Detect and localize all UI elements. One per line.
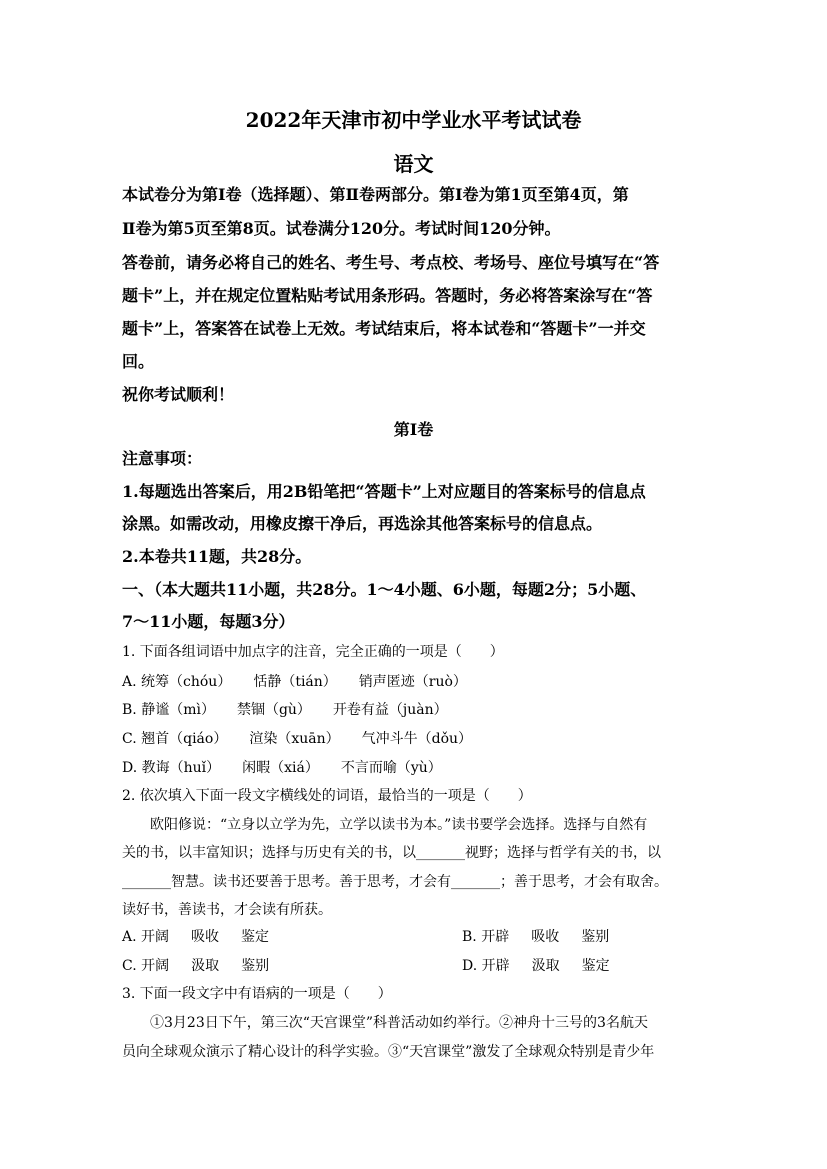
option-word: B. 静谧（mì） [122, 702, 215, 718]
option-word: A. 开阔 [122, 929, 170, 945]
option-word: A. 统筹（chóu） [122, 674, 232, 690]
question-1-option-c [122, 732, 472, 746]
option-word: C. 翘首（qiáo） [122, 731, 228, 747]
question-3-stem: 3. 下面一段文字中有语病的一项是（ ） [122, 986, 392, 1002]
question-1-stem: 1. 下面各组词语中加点字的注音，完全正确的一项是（ ） [122, 644, 504, 660]
part-instruction: 7～11小题，每题3分） [122, 612, 295, 631]
greeting: 祝你考试顺利！ [122, 385, 235, 404]
question-1-option-d [122, 761, 442, 775]
intro-line: 回。 [122, 352, 155, 371]
option-word: C. 开阔 [122, 958, 170, 974]
option-word: 吸收 [531, 929, 560, 945]
subject-title: 语文 [393, 152, 434, 176]
passage-line: ①3月23日下午，第三次“天宫课堂”科普活动如约举行。②神舟十三号的3名航天 [150, 1015, 648, 1031]
option-word: 渲染（xuān） [249, 731, 340, 747]
question-2-option-c [122, 959, 269, 973]
passage-line: 读好书，善读书，才会读有所获。 [122, 902, 332, 918]
passage-line: 欧阳修说：“立身以立学为先，立学以读书为本。”读书要学会选择。选择与自然有 [150, 817, 648, 833]
option-word: 鉴定 [241, 929, 270, 945]
option-word: 销声匿迹（ruò） [358, 674, 467, 690]
note-line: 涂黑。如需改动，用橡皮擦干净后，再选涂其他答案标号的信息点。 [122, 514, 603, 533]
intro-line: 本试卷分为第Ⅰ卷（选择题）、第Ⅱ卷两部分。第Ⅰ卷为第1页至第4页，第 [122, 185, 629, 204]
option-word: 不言而喻（yù） [340, 760, 442, 776]
question-2-option-b [462, 930, 609, 944]
question-2-option-d [462, 959, 610, 973]
intro-line: 答卷前，请务必将自己的姓名、考生号、考点校、考场号、座位号填写在“答 [122, 253, 660, 272]
option-word: 闲暇（xiá） [242, 760, 319, 776]
option-word: 吸收 [191, 929, 220, 945]
passage-line: _______智慧。读书还要善于思考。善于思考，才会有_______；善于思考，才会有取舍。 [122, 874, 668, 890]
exam-title: 2022年天津市初中学业水平考试试卷 [245, 108, 582, 132]
option-word: 鉴别 [581, 929, 610, 945]
question-1-option-a [122, 675, 467, 689]
note-line: 2.本卷共11题，共28分。 [122, 547, 312, 566]
intro-line: 题卡”上，并在规定位置粘贴考试用条形码。答题时，务必将答案涂写在“答 [122, 286, 653, 305]
option-word: 开卷有益（juàn） [332, 702, 448, 718]
part-instruction: 一、（本大题共11小题，共28分。1～4小题、6小题，每题2分；5小题、 [122, 580, 647, 599]
question-1-option-b [122, 703, 448, 717]
intro-line: 题卡”上，答案答在试卷上无效。考试结束后，将本试卷和“答题卡”一并交 [122, 319, 646, 338]
question-2-stem: 2. 依次填入下面一段文字横线处的词语，最恰当的一项是（ ） [122, 788, 532, 804]
section-title: 第Ⅰ卷 [393, 420, 434, 439]
note-line: 1.每题选出答案后，用2B铅笔把“答题卡”上对应题目的答案标号的信息点 [122, 482, 646, 501]
option-word: D. 教诲（huǐ） [122, 760, 221, 776]
notes-heading: 注意事项： [122, 449, 203, 468]
option-word: 气冲斗牛（dǒu） [361, 731, 473, 747]
option-word: 汲取 [531, 958, 560, 974]
option-word: 汲取 [191, 958, 220, 974]
option-word: 鉴定 [581, 958, 610, 974]
intro-line: Ⅱ卷为第5页至第8页。试卷满分120分。考试时间120分钟。 [122, 219, 561, 238]
option-word: B. 开辟 [462, 929, 510, 945]
question-2-option-a [122, 930, 269, 944]
passage-line: 员向全球观众演示了精心设计的科学实验。③“天宫课堂”激发了全球观众特别是青少年 [122, 1044, 655, 1060]
option-word: 恬静（tián） [253, 674, 337, 690]
passage-line: 关的书，以丰富知识；选择与历史有关的书，以_______视野；选择与哲学有关的书，以 [122, 845, 661, 861]
option-word: D. 开辟 [462, 958, 510, 974]
option-word: 禁锢（gù） [236, 702, 311, 718]
option-word: 鉴别 [241, 958, 270, 974]
